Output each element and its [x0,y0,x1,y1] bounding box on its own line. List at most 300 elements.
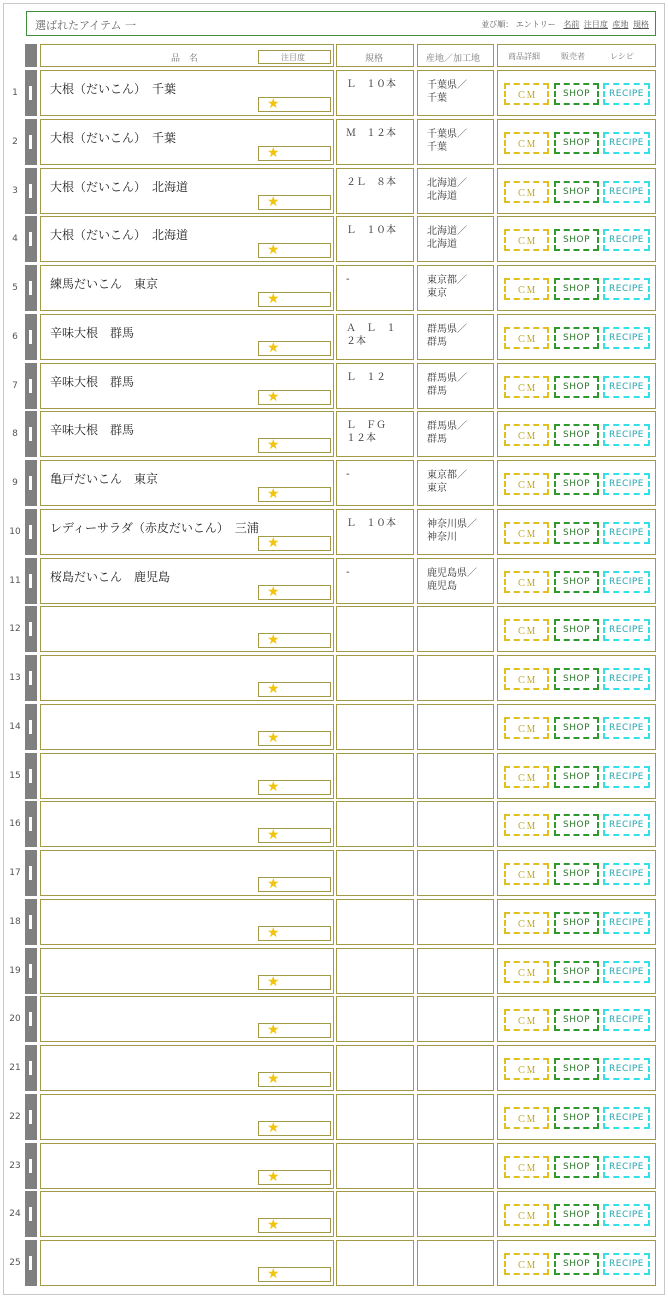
spec-cell [336,119,414,165]
cm-button[interactable]: ＣＭ [504,83,549,105]
shop-button[interactable]: SHOP [554,863,599,885]
drag-handle-icon [29,1207,32,1221]
spec-cell [336,850,414,896]
actions-cell [497,265,656,311]
recipe-button[interactable]: RECIPE [603,1156,650,1178]
recipe-button[interactable]: RECIPE [603,1204,650,1226]
attention-rating[interactable] [258,780,331,795]
row-handle[interactable] [25,753,37,799]
cm-button[interactable]: ＣＭ [504,132,549,154]
attention-rating[interactable] [258,682,331,697]
attention-rating[interactable] [258,1170,331,1185]
attention-rating[interactable] [258,633,331,648]
row-number: 9 [12,478,18,488]
recipe-button[interactable]: RECIPE [603,1253,650,1275]
row-handle[interactable] [25,704,37,750]
cm-button[interactable]: ＣＭ [504,278,549,300]
cm-button[interactable]: ＣＭ [504,327,549,349]
actions-cell [497,216,656,262]
star-icon: ★ [267,1217,280,1233]
shop-button[interactable]: SHOP [554,522,599,544]
spec-cell [336,606,414,652]
sort-controls [481,19,649,30]
item-name-cell[interactable] [40,606,334,652]
header-spec-label: 規格 [365,54,384,64]
shop-button[interactable]: SHOP [554,814,599,836]
item-origin: 千葉県／ 千葉 [427,80,467,104]
shop-button[interactable]: SHOP [554,1156,599,1178]
item-origin: 北海道／ 北海道 [427,178,467,202]
header-seller-label: 販売者 [561,52,585,61]
drag-handle-icon [29,720,32,734]
row-number: 16 [9,819,21,829]
row-number: 3 [12,186,18,196]
drag-handle-icon [29,915,32,929]
row-handle[interactable] [25,1045,37,1091]
header-actions-cell [497,44,656,67]
row-handle[interactable] [25,996,37,1042]
sort-label: 並び順： [481,20,514,29]
row-handle[interactable] [25,70,37,116]
item-origin: 北海道／ 北海道 [427,226,467,250]
actions-cell [497,411,656,457]
drag-handle-icon [29,866,32,880]
cm-button[interactable]: ＣＭ [504,912,549,934]
drag-handle-icon [29,330,32,344]
row-number: 22 [9,1112,21,1122]
attention-rating[interactable] [258,195,331,210]
shop-button[interactable]: SHOP [554,1058,599,1080]
cm-button[interactable]: ＣＭ [504,424,549,446]
star-icon: ★ [267,876,280,892]
cm-button[interactable]: ＣＭ [504,961,549,983]
recipe-button[interactable]: RECIPE [603,1009,650,1031]
row-number: 6 [12,332,18,342]
row-handle[interactable] [25,801,37,847]
shop-button[interactable]: SHOP [554,181,599,203]
item-name-cell[interactable] [40,216,334,262]
item-name-cell[interactable] [40,899,334,945]
recipe-button[interactable]: RECIPE [603,863,650,885]
cm-button[interactable]: ＣＭ [504,1204,549,1226]
star-icon: ★ [267,535,280,551]
cm-button[interactable]: ＣＭ [504,766,549,788]
row-handle[interactable] [25,948,37,994]
actions-cell [497,1240,656,1286]
origin-cell [417,411,494,457]
item-name-cell[interactable] [40,265,334,311]
drag-handle-icon [29,427,32,441]
spec-cell [336,704,414,750]
sort-by-origin-link[interactable]: 産地 [612,20,629,29]
origin-cell [417,996,494,1042]
row-handle[interactable] [25,460,37,506]
item-name: 大根（だいこん） 千葉 [50,131,177,145]
item-origin: 群馬県／ 群馬 [427,421,467,445]
attention-rating[interactable] [258,1023,331,1038]
spec-cell [336,1045,414,1091]
drag-handle-icon [29,671,32,685]
recipe-button[interactable]: RECIPE [603,132,650,154]
star-icon: ★ [267,681,280,697]
actions-cell [497,460,656,506]
recipe-button[interactable]: RECIPE [603,961,650,983]
shop-button[interactable]: SHOP [554,1204,599,1226]
row-handle[interactable] [25,1191,37,1237]
origin-cell [417,850,494,896]
star-icon: ★ [267,242,280,258]
spec-cell [336,216,414,262]
origin-cell [417,606,494,652]
star-icon: ★ [267,194,280,210]
header-origin-label: 産地／加工地 [426,54,481,64]
item-name-cell[interactable] [40,168,334,214]
star-icon: ★ [267,779,280,795]
drag-handle-icon [29,476,32,490]
star-icon: ★ [267,291,280,307]
sort-by-attention-link[interactable]: 注目度 [583,20,608,29]
recipe-button[interactable]: RECIPE [603,278,650,300]
attention-rating[interactable] [258,341,331,356]
sort-by-spec-link[interactable]: 規格 [633,20,649,29]
attention-rating[interactable] [258,585,331,600]
item-name-cell[interactable] [40,1191,334,1237]
item-name-cell[interactable] [40,1045,334,1091]
cm-button[interactable]: ＣＭ [504,619,549,641]
header-spec-cell [336,44,414,67]
row-handle[interactable] [25,558,37,604]
recipe-button[interactable]: RECIPE [603,424,650,446]
item-spec: Ｌ １０本 [346,225,396,236]
recipe-button[interactable]: RECIPE [603,571,650,593]
item-name-cell[interactable] [40,558,334,604]
cm-button[interactable]: ＣＭ [504,717,549,739]
header-recipe-label: レシピ [610,52,634,61]
spec-cell [336,265,414,311]
cm-button[interactable]: ＣＭ [504,1009,549,1031]
row-handle[interactable] [25,411,37,457]
star-icon: ★ [267,974,280,990]
spec-cell [336,1094,414,1140]
item-name-cell[interactable] [40,363,334,409]
row-handle[interactable] [25,1143,37,1189]
actions-cell [497,899,656,945]
drag-handle-icon [29,184,32,198]
row-number: 8 [12,429,18,439]
origin-cell [417,1143,494,1189]
row-handle[interactable] [25,899,37,945]
recipe-button[interactable]: RECIPE [603,473,650,495]
recipe-button[interactable]: RECIPE [603,912,650,934]
recipe-button[interactable]: RECIPE [603,376,650,398]
cm-button[interactable]: ＣＭ [504,1107,549,1129]
item-spec: ２Ｌ ８本 [346,177,396,188]
item-name-cell[interactable] [40,411,334,457]
recipe-button[interactable]: RECIPE [603,1107,650,1129]
cm-button[interactable]: ＣＭ [504,522,549,544]
actions-cell [497,996,656,1042]
sort-by-name-link[interactable]: 名前 [563,20,580,29]
cm-button[interactable]: ＣＭ [504,229,549,251]
item-origin: 東京都／ 東京 [427,470,467,494]
cm-button[interactable]: ＣＭ [504,473,549,495]
item-name-cell[interactable] [40,70,334,116]
attention-rating[interactable] [258,438,331,453]
drag-handle-icon [29,525,32,539]
spec-cell [336,801,414,847]
spec-cell [336,411,414,457]
item-spec: Ｌ １０本 [346,79,396,90]
item-name-cell[interactable] [40,655,334,701]
item-spec: Ｍ １２本 [346,128,396,139]
row-number: 14 [9,722,21,732]
item-name-cell[interactable] [40,1240,334,1286]
spec-cell [336,1143,414,1189]
recipe-button[interactable]: RECIPE [603,229,650,251]
cm-button[interactable]: ＣＭ [504,668,549,690]
shop-button[interactable]: SHOP [554,1253,599,1275]
spec-cell [336,753,414,799]
shop-button[interactable]: SHOP [554,766,599,788]
item-name-cell[interactable] [40,801,334,847]
shop-button[interactable]: SHOP [554,668,599,690]
star-icon: ★ [267,1022,280,1038]
drag-handle-icon [29,769,32,783]
drag-handle-icon [29,135,32,149]
cm-button[interactable]: ＣＭ [504,181,549,203]
spec-cell [336,509,414,555]
actions-cell [497,801,656,847]
spec-cell [336,314,414,360]
shop-button[interactable]: SHOP [554,619,599,641]
actions-cell [497,948,656,994]
item-name-cell[interactable] [40,850,334,896]
header-attention-box[interactable] [258,50,331,64]
cm-button[interactable]: ＣＭ [504,571,549,593]
actions-cell [497,70,656,116]
actions-cell [497,753,656,799]
attention-rating[interactable] [258,1121,331,1136]
actions-cell [497,704,656,750]
item-name-cell[interactable] [40,1143,334,1189]
attention-rating[interactable] [258,487,331,502]
spec-cell [336,460,414,506]
item-origin: 神奈川県／ 神奈川 [427,519,477,543]
spec-cell [336,1191,414,1237]
shop-button[interactable]: SHOP [554,376,599,398]
attention-rating[interactable] [258,1072,331,1087]
item-name-cell[interactable] [40,314,334,360]
shop-button[interactable]: SHOP [554,132,599,154]
item-spec: - [346,567,350,578]
attention-rating[interactable] [258,1218,331,1233]
star-icon: ★ [267,827,280,843]
shop-button[interactable]: SHOP [554,278,599,300]
cm-button[interactable]: ＣＭ [504,376,549,398]
drag-handle-icon [29,379,32,393]
row-number: 12 [9,624,21,634]
actions-cell [497,850,656,896]
recipe-button[interactable]: RECIPE [603,522,650,544]
row-handle[interactable] [25,850,37,896]
shop-button[interactable]: SHOP [554,571,599,593]
star-icon: ★ [267,584,280,600]
origin-cell [417,1191,494,1237]
row-number: 24 [9,1209,21,1219]
item-name-cell[interactable] [40,753,334,799]
item-name-cell[interactable] [40,119,334,165]
row-handle[interactable] [25,606,37,652]
item-name-cell[interactable] [40,996,334,1042]
row-handle[interactable] [25,509,37,555]
item-name-cell[interactable] [40,948,334,994]
row-number: 23 [9,1161,21,1171]
star-icon: ★ [267,632,280,648]
actions-cell [497,314,656,360]
row-number: 21 [9,1063,21,1073]
attention-rating[interactable] [258,97,331,112]
recipe-button[interactable]: RECIPE [603,83,650,105]
origin-cell [417,314,494,360]
item-spec: Ａ Ｌ １ ２本 [346,323,396,347]
row-number: 10 [9,527,21,537]
row-number: 13 [9,673,21,683]
recipe-button[interactable]: RECIPE [603,717,650,739]
recipe-button[interactable]: RECIPE [603,766,650,788]
shop-button[interactable]: SHOP [554,83,599,105]
origin-cell [417,899,494,945]
row-handle[interactable] [25,655,37,701]
actions-cell [497,1143,656,1189]
attention-rating[interactable] [258,926,331,941]
origin-cell [417,216,494,262]
shop-button[interactable]: SHOP [554,473,599,495]
star-icon: ★ [267,730,280,746]
drag-handle-icon [29,1012,32,1026]
recipe-button[interactable]: RECIPE [603,327,650,349]
attention-rating[interactable] [258,292,331,307]
row-handle[interactable] [25,168,37,214]
recipe-button[interactable]: RECIPE [603,619,650,641]
item-spec: - [346,469,350,480]
shop-button[interactable]: SHOP [554,327,599,349]
attention-rating[interactable] [258,877,331,892]
actions-cell [497,606,656,652]
star-icon: ★ [267,1071,280,1087]
attention-rating[interactable] [258,1267,331,1282]
selected-items-bar [26,11,656,36]
attention-rating[interactable] [258,975,331,990]
recipe-button[interactable]: RECIPE [603,668,650,690]
origin-cell [417,1240,494,1286]
shop-button[interactable]: SHOP [554,912,599,934]
recipe-button[interactable]: RECIPE [603,1058,650,1080]
cm-button[interactable]: ＣＭ [504,814,549,836]
item-name-cell[interactable] [40,704,334,750]
row-number: 5 [12,283,18,293]
drag-handle-icon [29,817,32,831]
header-attention-label: 注目度 [281,53,305,62]
item-name-cell[interactable] [40,509,334,555]
row-handle[interactable] [25,119,37,165]
header-origin-cell [417,44,494,67]
item-spec: Ｌ １２ [346,372,386,383]
item-name-cell[interactable] [40,1094,334,1140]
cm-button[interactable]: ＣＭ [504,1253,549,1275]
drag-handle-icon [29,964,32,978]
item-name: 辛味大根 群馬 [50,375,135,389]
attention-rating[interactable] [258,828,331,843]
header-name-cell [40,44,334,67]
shop-button[interactable]: SHOP [554,229,599,251]
origin-cell [417,460,494,506]
spec-cell [336,655,414,701]
spec-cell [336,996,414,1042]
drag-handle-icon [29,1256,32,1270]
cm-button[interactable]: ＣＭ [504,1058,549,1080]
actions-cell [497,558,656,604]
origin-cell [417,801,494,847]
drag-handle-icon [29,232,32,246]
row-handle[interactable] [25,216,37,262]
shop-button[interactable]: SHOP [554,961,599,983]
shop-button[interactable]: SHOP [554,424,599,446]
row-handle[interactable] [25,265,37,311]
star-icon: ★ [267,1120,280,1136]
shop-button[interactable]: SHOP [554,1107,599,1129]
spec-cell [336,168,414,214]
drag-handle-icon [29,1061,32,1075]
origin-cell [417,1045,494,1091]
spec-cell [336,363,414,409]
attention-rating[interactable] [258,243,331,258]
recipe-button[interactable]: RECIPE [603,181,650,203]
star-icon: ★ [267,145,280,161]
shop-button[interactable]: SHOP [554,717,599,739]
attention-rating[interactable] [258,146,331,161]
attention-rating[interactable] [258,390,331,405]
row-handle[interactable] [25,1094,37,1140]
attention-rating[interactable] [258,731,331,746]
origin-cell [417,265,494,311]
row-number: 17 [9,868,21,878]
attention-rating[interactable] [258,536,331,551]
actions-cell [497,509,656,555]
cm-button[interactable]: ＣＭ [504,863,549,885]
row-number: 25 [9,1258,21,1268]
star-icon: ★ [267,340,280,356]
item-spec: Ｌ １０本 [346,518,396,529]
item-name: 桜島だいこん 鹿児島 [50,570,171,584]
drag-handle-icon [29,622,32,636]
row-handle[interactable] [25,363,37,409]
item-name: 練馬だいこん 東京 [50,277,159,291]
cm-button[interactable]: ＣＭ [504,1156,549,1178]
row-handle[interactable] [25,1240,37,1286]
drag-handle-icon [29,1110,32,1124]
actions-cell [497,1045,656,1091]
actions-cell [497,1094,656,1140]
spec-cell [336,558,414,604]
shop-button[interactable]: SHOP [554,1009,599,1031]
drag-handle-icon [29,1159,32,1173]
row-handle[interactable] [25,314,37,360]
item-name-cell[interactable] [40,460,334,506]
recipe-button[interactable]: RECIPE [603,814,650,836]
item-name: 大根（だいこん） 北海道 [50,180,189,194]
row-number: 2 [12,137,18,147]
origin-cell [417,558,494,604]
